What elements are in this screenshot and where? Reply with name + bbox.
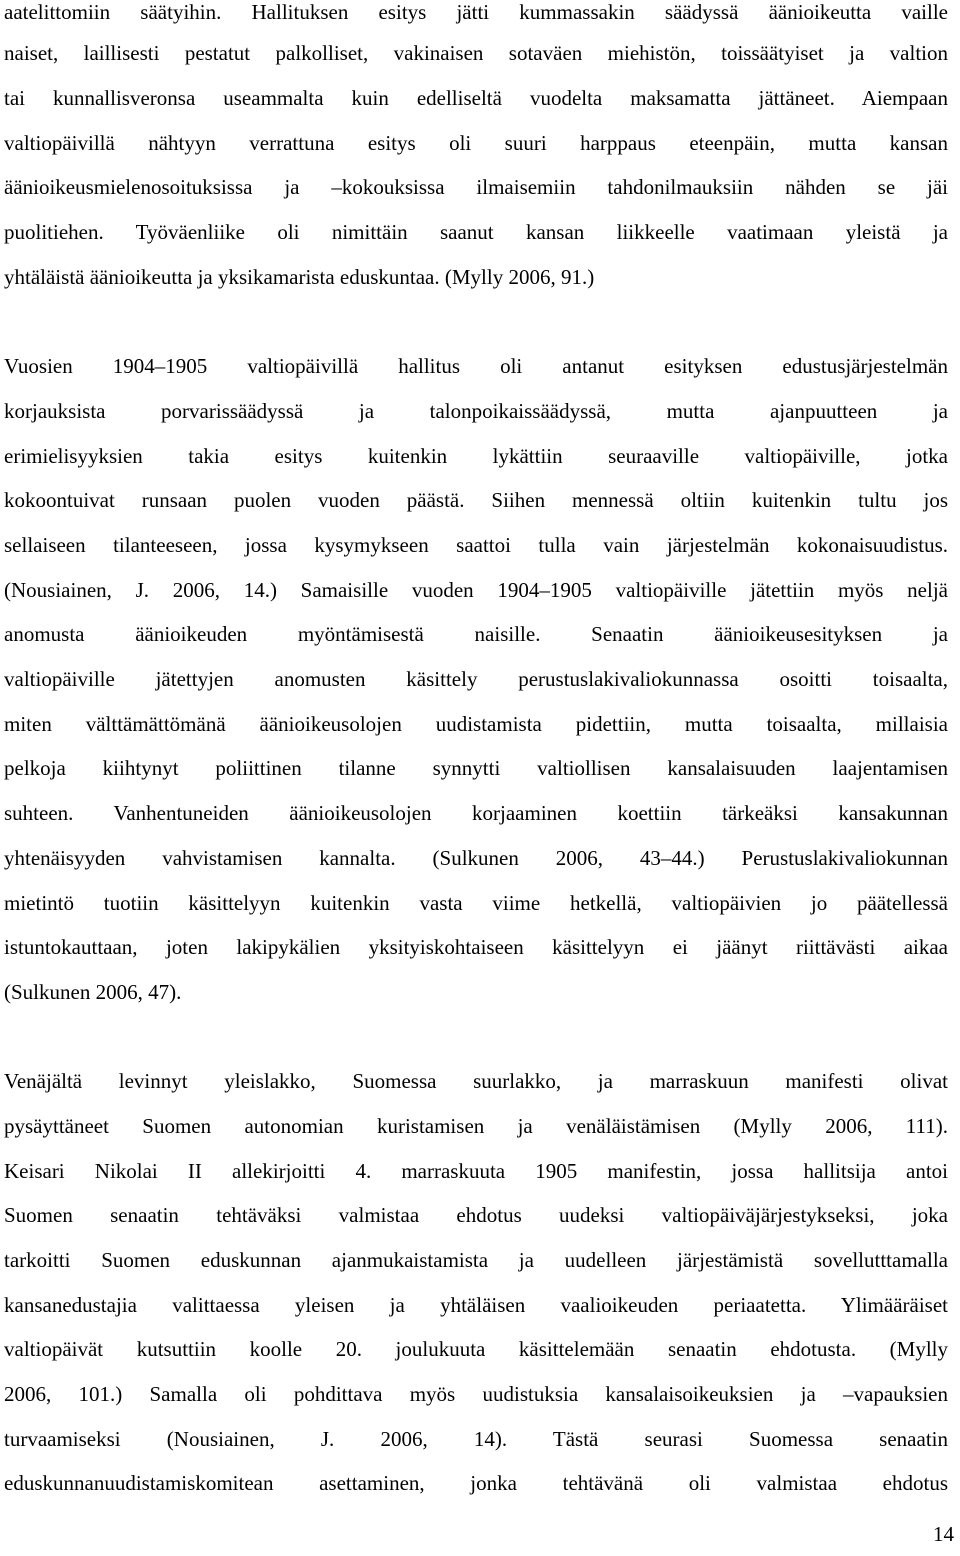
text-line: (Sulkunen 2006, 47). bbox=[4, 980, 182, 1004]
text-line: aatelittomiin säätyihin. Hallituksen esitys jätti kummassakin säädyssä äänioikeutta vaille bbox=[4, 0, 948, 24]
text-line: erimielisyyksien takia esitys kuitenkin lykättiin seuraaville valtiopäiville, jotka bbox=[4, 444, 948, 468]
text-line: Vuosien 1904–1905 valtiopäivillä hallitus oli antanut esityksen edustusjärjestelmän bbox=[4, 354, 948, 378]
text-line: anomusta äänioikeuden myöntämisestä naisille. Senaatin äänioikeusesityksen ja bbox=[4, 622, 948, 646]
text-line: naiset, laillisesti pestatut palkolliset, vakinaisen sotaväen miehistön, toissäätyiset ja valtion bbox=[4, 41, 948, 65]
text-line: pelkoja kiihtynyt poliittinen tilanne synnytti valtiollisen kansalaisuuden laajentamisen bbox=[4, 756, 948, 780]
text-line: puolitiehen. Työväenliike oli nimittäin saanut kansan liikkeelle vaatimaan yleistä ja bbox=[4, 220, 948, 244]
text-line: äänioikeusmielenosoituksissa ja –kokouksissa ilmaisemiin tahdonilmauksiin nähden se jäi bbox=[4, 175, 948, 199]
text-line: korjauksista porvarissäädyssä ja talonpoikaissäädyssä, mutta ajanpuutteen ja bbox=[4, 399, 948, 423]
text-line: valtiopäiville jätettyjen anomusten käsittely perustuslakivaliokunnassa osoitti toisaalta, bbox=[4, 667, 948, 691]
text-line: valtiopäivillä nähtyyn verrattuna esitys oli suuri harppaus eteenpäin, mutta kansan bbox=[4, 131, 948, 155]
text-line: miten välttämättömänä äänioikeusolojen uudistamista pidettiin, mutta toisaalta, millaisia bbox=[4, 712, 948, 736]
text-line: kokoontuivat runsaan puolen vuoden päästä. Siihen mennessä oltiin kuitenkin tultu jos bbox=[4, 488, 948, 512]
text-line: pysäyttäneet Suomen autonomian kuristamisen ja venäläistämisen (Mylly 2006, 111). bbox=[4, 1114, 948, 1138]
text-line: Keisari Nikolai II allekirjoitti 4. marraskuuta 1905 manifestin, jossa hallitsija antoi bbox=[4, 1159, 948, 1183]
text-line: yhtäläistä äänioikeutta ja yksikamarista eduskuntaa. (Mylly 2006, 91.) bbox=[4, 265, 595, 289]
text-line: yhtenäisyyden vahvistamisen kannalta. (Sulkunen 2006, 43–44.) Perustuslakivaliokunnan bbox=[4, 846, 948, 870]
page-number: 14 bbox=[933, 1522, 954, 1546]
text-line: suhteen. Vanhentuneiden äänioikeusolojen korjaaminen koettiin tärkeäksi kansakunnan bbox=[4, 801, 948, 825]
text-line: valtiopäivät kutsuttiin koolle 20. joulukuuta käsittelemään senaatin ehdotusta. (Mylly bbox=[4, 1337, 948, 1361]
text-line: tarkoitti Suomen eduskunnan ajanmukaistamista ja uudelleen järjestämistä sovellutttamalla bbox=[4, 1248, 948, 1272]
text-line: kansanedustajia valittaessa yleisen ja yhtäläisen vaalioikeuden periaatetta. Ylimääräiset bbox=[4, 1293, 948, 1317]
text-line: Venäjältä levinnyt yleislakko, Suomessa suurlakko, ja marraskuun manifesti olivat bbox=[4, 1069, 948, 1093]
text-line: (Nousiainen, J. 2006, 14.) Samaisille vuoden 1904–1905 valtiopäiville jätettiin myös neljä bbox=[4, 578, 948, 602]
text-line: mietintö tuotiin käsittelyyn kuitenkin vasta viime hetkellä, valtiopäivien jo päätellessä bbox=[4, 891, 948, 915]
text-line: turvaamiseksi (Nousiainen, J. 2006, 14). Tästä seurasi Suomessa senaatin bbox=[4, 1427, 948, 1451]
text-line: tai kunnallisveronsa useammalta kuin edelliseltä vuodelta maksamatta jättäneet. Aiempaan bbox=[4, 86, 948, 110]
text-line: sellaiseen tilanteeseen, jossa kysymykseen saattoi tulla vain järjestelmän kokonaisuudistus. bbox=[4, 533, 948, 557]
text-line: istuntokauttaan, joten lakipykälien yksityiskohtaiseen käsittelyyn ei jäänyt riittävästi aikaa bbox=[4, 935, 948, 959]
text-line: eduskunnanuudistamiskomitean asettaminen, jonka tehtävänä oli valmistaa ehdotus bbox=[4, 1471, 948, 1495]
text-line: 2006, 101.) Samalla oli pohdittava myös uudistuksia kansalaisoikeuksien ja –vapauksien bbox=[4, 1382, 948, 1406]
text-line: Suomen senaatin tehtäväksi valmistaa ehdotus uudeksi valtiopäiväjärjestykseksi, joka bbox=[4, 1203, 948, 1227]
